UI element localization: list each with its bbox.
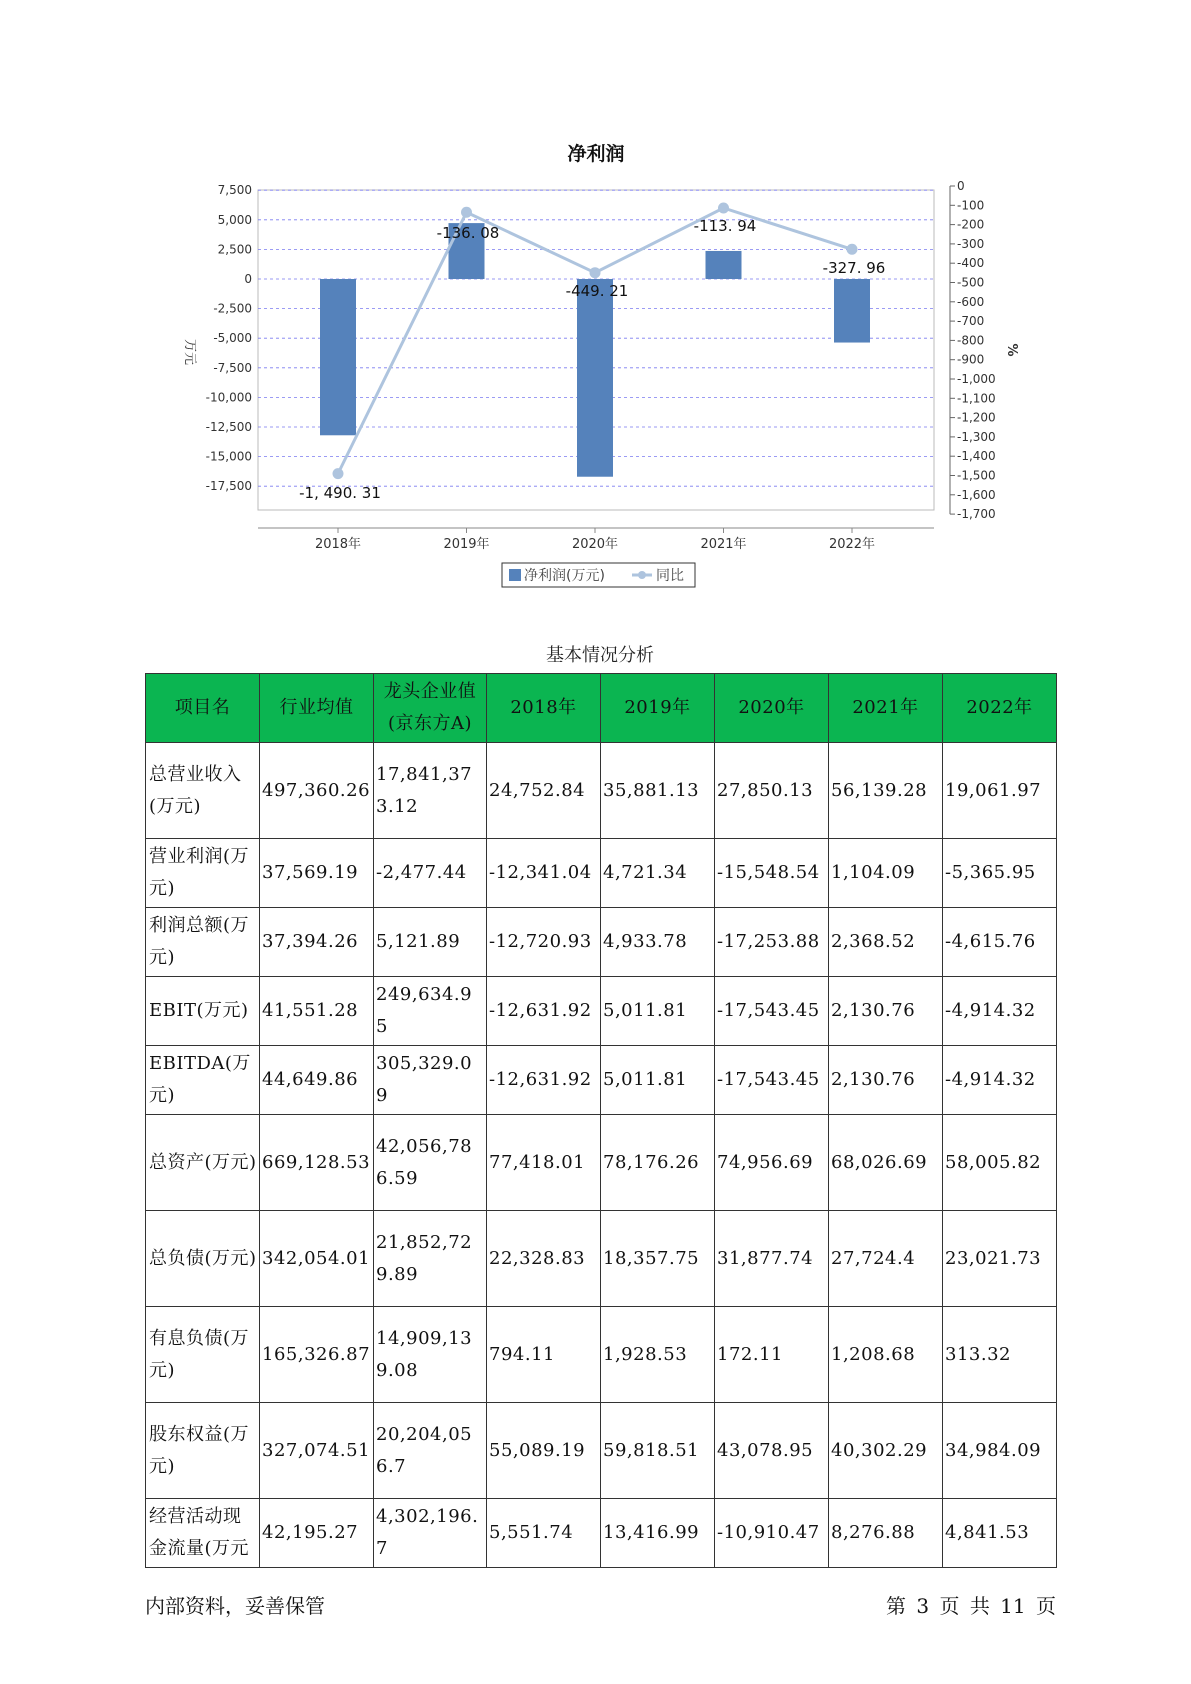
row-label: 总资产(万元) (146, 1115, 260, 1211)
table-cell: 794.11 (487, 1307, 601, 1403)
table-cell: 27,850.13 (715, 743, 829, 839)
col-header: 2018年 (487, 674, 601, 743)
data-label: -1, 490. 31 (299, 484, 381, 502)
table-cell: -4,615.76 (943, 908, 1057, 977)
table-cell: 172.11 (715, 1307, 829, 1403)
table-cell: 17,841,373.12 (374, 743, 487, 839)
table-cell: 68,026.69 (829, 1115, 943, 1211)
yoy-point (590, 267, 601, 278)
row-label: 利润总额(万元) (146, 908, 260, 977)
table-cell: 41,551.28 (260, 977, 374, 1046)
y-tick-label: 2,500 (217, 242, 252, 257)
table-cell: 22,328.83 (487, 1211, 601, 1307)
y2-tick-label: -800 (957, 333, 985, 348)
footer-page-number: 第 3 页 共 11 页 (886, 1594, 1056, 1618)
x-tick-label: 2021年 (700, 537, 747, 552)
table-row (146, 977, 1057, 1046)
chart-title: 净利润 (567, 143, 625, 165)
table-cell: -17,543.45 (715, 1046, 829, 1115)
net-profit-chart (0, 0, 1191, 600)
table-cell: 5,551.74 (487, 1499, 601, 1568)
row-label: 经营活动现金流量(万元 (146, 1499, 260, 1568)
table-cell: -12,341.04 (487, 839, 601, 908)
table-cell: -5,365.95 (943, 839, 1057, 908)
row-label: 总营业收入(万元) (146, 743, 260, 839)
table-cell: 8,276.88 (829, 1499, 943, 1568)
table-cell: 1,208.68 (829, 1307, 943, 1403)
table-cell: 27,724.4 (829, 1211, 943, 1307)
table-row (146, 1046, 1057, 1115)
table-row (146, 1115, 1057, 1211)
yoy-point (847, 244, 858, 255)
y-tick-label: -15,000 (205, 449, 252, 464)
table-cell: -17,253.88 (715, 908, 829, 977)
y2-tick-label: -300 (957, 236, 985, 251)
y2-tick-label: -1,000 (957, 372, 996, 386)
table-cell: -12,631.92 (487, 1046, 601, 1115)
row-label: 股东权益(万元) (146, 1403, 260, 1499)
y-tick-label: -12,500 (205, 420, 252, 434)
table-row (146, 743, 1057, 839)
yoy-point (718, 202, 729, 213)
y-tick-label: -5,000 (213, 331, 252, 346)
table-cell: -12,720.93 (487, 908, 601, 977)
row-label: 营业利润(万元) (146, 839, 260, 908)
table-cell: 497,360.26 (260, 743, 374, 839)
table-cell: 37,569.19 (260, 839, 374, 908)
table-cell: 2,130.76 (829, 1046, 943, 1115)
table-cell: 34,984.09 (943, 1403, 1057, 1499)
table-row (146, 908, 1057, 977)
table-cell: 305,329.09 (374, 1046, 487, 1115)
table-cell: 4,721.34 (601, 839, 715, 908)
y-tick-label: -17,500 (205, 479, 252, 494)
y-tick-label: 7,500 (217, 183, 252, 198)
row-label: EBIT(万元) (146, 977, 260, 1046)
table-title: 基本情况分析 (546, 645, 654, 666)
legend-line-marker (638, 571, 646, 579)
table-cell: 2,130.76 (829, 977, 943, 1046)
basic-analysis-table (145, 673, 1057, 1568)
table-row (146, 1499, 1057, 1568)
table-cell: 1,928.53 (601, 1307, 715, 1403)
table-cell: 5,011.81 (601, 977, 715, 1046)
table-cell: 58,005.82 (943, 1115, 1057, 1211)
table-cell: 5,011.81 (601, 1046, 715, 1115)
y2-tick-label: -1,600 (957, 487, 996, 502)
col-header: 行业均值 (260, 674, 374, 743)
x-tick-label: 2019年 (443, 537, 490, 552)
net-profit-bar (706, 251, 742, 279)
y-tick-label: -2,500 (213, 301, 252, 316)
y2-tick-label: -1,700 (957, 507, 996, 522)
table-cell: -4,914.32 (943, 1046, 1057, 1115)
table-cell: -15,548.54 (715, 839, 829, 908)
table-cell: 40,302.29 (829, 1403, 943, 1499)
col-header: 2020年 (715, 674, 829, 743)
data-label: -449. 21 (565, 282, 629, 300)
table-cell: 56,139.28 (829, 743, 943, 839)
row-label: 有息负债(万元) (146, 1307, 260, 1403)
y-tick-label: -7,500 (213, 360, 252, 375)
table-row (146, 1211, 1057, 1307)
col-header: 2021年 (829, 674, 943, 743)
table-row (146, 839, 1057, 908)
table-cell: 21,852,729.89 (374, 1211, 487, 1307)
table-cell: 74,956.69 (715, 1115, 829, 1211)
table-cell: 13,416.99 (601, 1499, 715, 1568)
yoy-point (461, 207, 472, 218)
y-tick-label: 0 (244, 272, 252, 286)
table-cell: 19,061.97 (943, 743, 1057, 839)
table-cell: 1,104.09 (829, 839, 943, 908)
table-cell: 327,074.51 (260, 1403, 374, 1499)
table-cell: 42,056,786.59 (374, 1115, 487, 1211)
y2-tick-label: -1,400 (957, 449, 996, 464)
table-row (146, 1307, 1057, 1403)
table-cell: 20,204,056.7 (374, 1403, 487, 1499)
y2-tick-label: -1,300 (957, 429, 996, 444)
table-cell: 35,881.13 (601, 743, 715, 839)
table-cell: 4,933.78 (601, 908, 715, 977)
table-cell: 24,752.84 (487, 743, 601, 839)
table-cell: 2,368.52 (829, 908, 943, 977)
x-tick-label: 2020年 (571, 537, 619, 552)
data-label: -113. 94 (693, 217, 757, 235)
table-cell: 23,021.73 (943, 1211, 1057, 1307)
data-label: -327. 96 (822, 259, 886, 277)
x-tick-label: 2018年 (314, 537, 362, 552)
col-header: 2022年 (943, 674, 1057, 743)
net-profit-bar (834, 279, 870, 343)
table-cell: 31,877.74 (715, 1211, 829, 1307)
y-tick-label: -10,000 (205, 390, 252, 405)
y2-tick-label: 0 (957, 179, 965, 193)
table-cell: -2,477.44 (374, 839, 487, 908)
footer-confidential-note: 内部资料，妥善保管 (145, 1594, 325, 1618)
y2-tick-label: -600 (957, 294, 985, 309)
table-cell: 14,909,139.08 (374, 1307, 487, 1403)
y2-tick-label: -1,100 (957, 391, 996, 406)
table-cell: -12,631.92 (487, 977, 601, 1046)
table-cell: 313.32 (943, 1307, 1057, 1403)
table-cell: 342,054.01 (260, 1211, 374, 1307)
table-header-row (146, 674, 1057, 743)
net-profit-bar (577, 279, 613, 477)
table-cell: -17,543.45 (715, 977, 829, 1046)
col-header: 项目名 (146, 674, 260, 743)
table-cell: 4,302,196.7 (374, 1499, 487, 1568)
table-cell: 77,418.01 (487, 1115, 601, 1211)
legend-bar-swatch (509, 569, 521, 581)
y-tick-label: 5,000 (217, 212, 252, 227)
table-cell: 249,634.95 (374, 977, 487, 1046)
table-row (146, 1403, 1057, 1499)
y2-tick-label: -700 (957, 314, 985, 329)
row-label: EBITDA(万元) (146, 1046, 260, 1115)
data-label: -136. 08 (436, 224, 500, 242)
y2-axis-title: % (1004, 343, 1019, 357)
col-header: 龙头企业值(京东方A) (374, 674, 487, 743)
col-header: 2019年 (601, 674, 715, 743)
table-cell: 5,121.89 (374, 908, 487, 977)
net-profit-bar (320, 279, 356, 435)
table-cell: 43,078.95 (715, 1403, 829, 1499)
table-cell: 42,195.27 (260, 1499, 374, 1568)
table-cell: 44,649.86 (260, 1046, 374, 1115)
table-cell: 18,357.75 (601, 1211, 715, 1307)
table-cell: 4,841.53 (943, 1499, 1057, 1568)
table-cell: -10,910.47 (715, 1499, 829, 1568)
y2-tick-label: -1,500 (957, 468, 996, 483)
table-cell: 37,394.26 (260, 908, 374, 977)
yoy-point (333, 468, 344, 479)
y2-tick-label: -100 (957, 198, 985, 213)
table-cell: 59,818.51 (601, 1403, 715, 1499)
y2-tick-label: -1,200 (957, 410, 996, 425)
table-cell: 669,128.53 (260, 1115, 374, 1211)
legend-label-net-profit: 净利润(万元) (524, 568, 605, 584)
x-tick-label: 2022年 (828, 537, 876, 552)
table-cell: -4,914.32 (943, 977, 1057, 1046)
table-cell: 55,089.19 (487, 1403, 601, 1499)
legend-label-yoy: 同比 (656, 568, 684, 584)
table-cell: 78,176.26 (601, 1115, 715, 1211)
y2-tick-label: -400 (957, 256, 985, 271)
y2-tick-label: -900 (957, 352, 985, 367)
row-label: 总负债(万元) (146, 1211, 260, 1307)
table-cell: 165,326.87 (260, 1307, 374, 1403)
y2-tick-label: -200 (957, 217, 985, 232)
y-axis-title: 万元 (182, 338, 197, 366)
y2-tick-label: -500 (957, 275, 985, 290)
